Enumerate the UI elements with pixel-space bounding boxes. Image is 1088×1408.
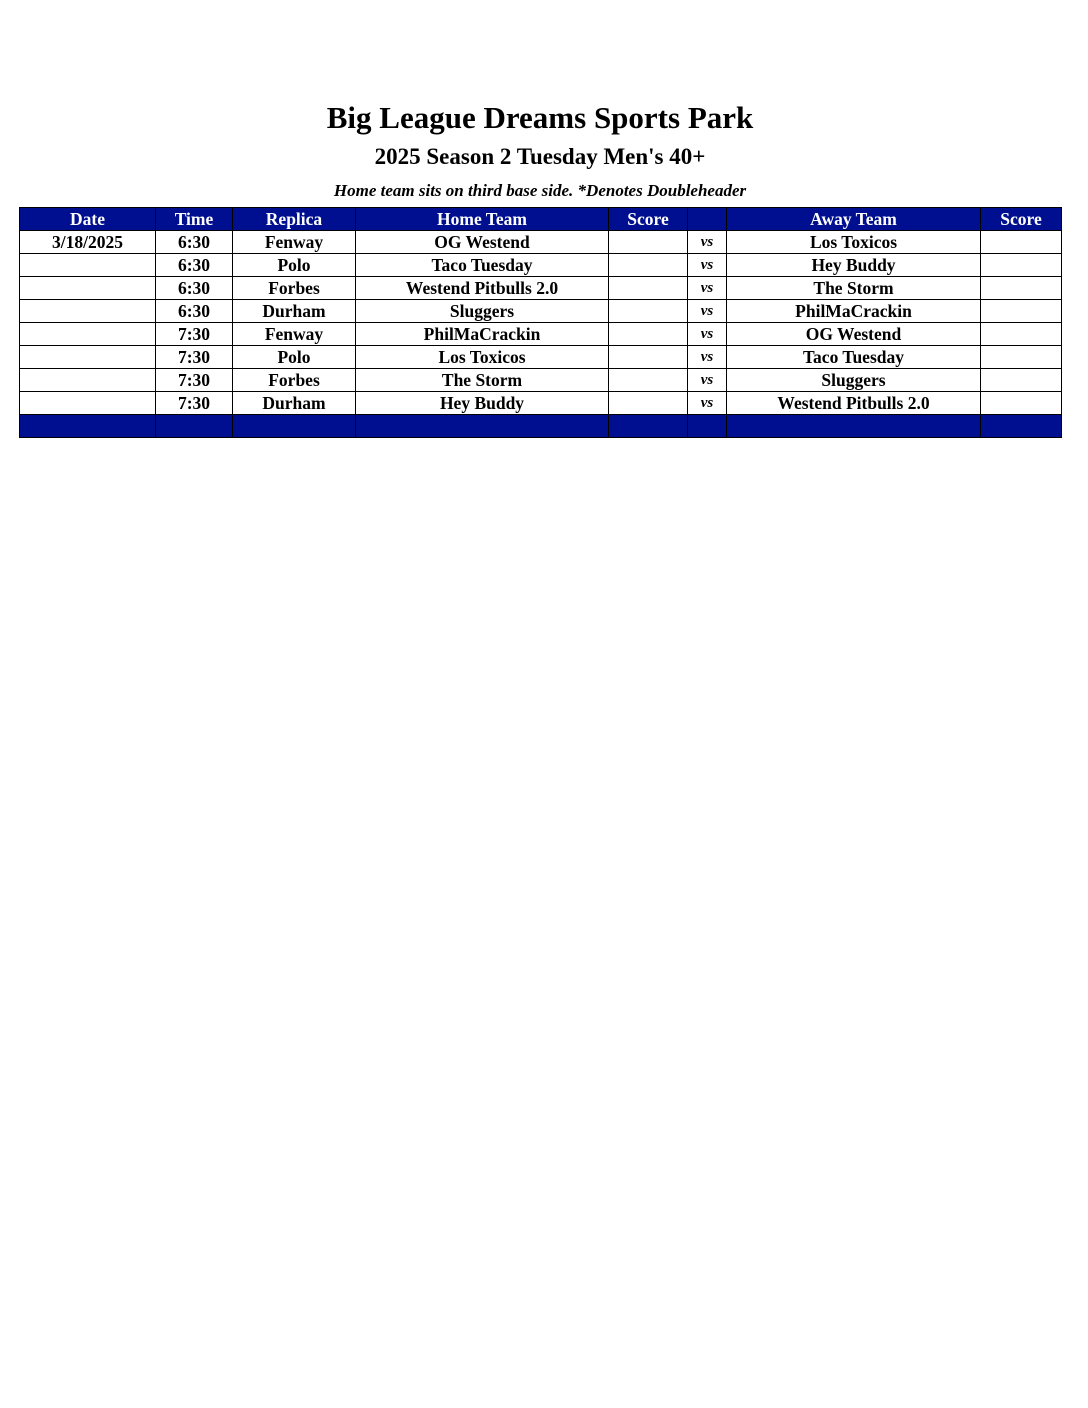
- away-score-cell: [981, 346, 1062, 369]
- column-header-time: Time: [156, 208, 233, 231]
- replica-cell: Polo: [233, 254, 356, 277]
- table-header-row: [20, 208, 1062, 231]
- away-team-cell: PhilMaCrackin: [727, 300, 981, 323]
- vs-cell: vs: [688, 369, 727, 392]
- home-score-cell: [609, 277, 688, 300]
- away-team-cell: Los Toxicos: [727, 231, 981, 254]
- vs-cell: vs: [688, 300, 727, 323]
- vs-cell: vs: [688, 392, 727, 415]
- away-score-cell: [981, 277, 1062, 300]
- time-cell: 7:30: [156, 369, 233, 392]
- time-cell: 7:30: [156, 323, 233, 346]
- page-title: Big League Dreams Sports Park: [326, 100, 754, 135]
- column-header-away-score: Score: [981, 208, 1062, 231]
- date-cell: [20, 346, 156, 369]
- away-team-cell: Hey Buddy: [727, 254, 981, 277]
- replica-cell: Forbes: [233, 277, 356, 300]
- replica-cell: Fenway: [233, 231, 356, 254]
- table-footer-row: [20, 415, 1062, 438]
- replica-cell: Forbes: [233, 369, 356, 392]
- replica-cell: Durham: [233, 300, 356, 323]
- time-cell: 7:30: [156, 346, 233, 369]
- home-score-cell: [609, 323, 688, 346]
- footer-cell: [20, 415, 156, 438]
- column-header-home-score: Score: [609, 208, 688, 231]
- home-score-cell: [609, 369, 688, 392]
- home-team-cell: PhilMaCrackin: [356, 323, 609, 346]
- date-cell: [20, 369, 156, 392]
- date-cell: 3/18/2025: [20, 231, 156, 254]
- vs-cell: vs: [688, 231, 727, 254]
- home-score-cell: [609, 231, 688, 254]
- home-score-cell: [609, 254, 688, 277]
- time-cell: 6:30: [156, 277, 233, 300]
- home-team-cell: OG Westend: [356, 231, 609, 254]
- away-score-cell: [981, 369, 1062, 392]
- vs-cell: vs: [688, 254, 727, 277]
- home-team-cell: Los Toxicos: [356, 346, 609, 369]
- table-row: [20, 346, 1062, 369]
- away-score-cell: [981, 323, 1062, 346]
- home-team-cell: The Storm: [356, 369, 609, 392]
- footer-cell: [156, 415, 233, 438]
- column-header-home-team: Home Team: [356, 208, 609, 231]
- away-team-cell: Sluggers: [727, 369, 981, 392]
- away-score-cell: [981, 254, 1062, 277]
- away-team-cell: The Storm: [727, 277, 981, 300]
- away-team-cell: Westend Pitbulls 2.0: [727, 392, 981, 415]
- home-team-cell: Westend Pitbulls 2.0: [356, 277, 609, 300]
- table-row: [20, 254, 1062, 277]
- date-cell: [20, 277, 156, 300]
- date-cell: [20, 323, 156, 346]
- schedule-table: [19, 207, 1062, 438]
- time-cell: 6:30: [156, 254, 233, 277]
- vs-cell: vs: [688, 346, 727, 369]
- footer-cell: [233, 415, 356, 438]
- date-cell: [20, 254, 156, 277]
- home-score-cell: [609, 392, 688, 415]
- table-row: [20, 369, 1062, 392]
- date-cell: [20, 300, 156, 323]
- vs-cell: vs: [688, 323, 727, 346]
- home-team-cell: Hey Buddy: [356, 392, 609, 415]
- page-subtitle: 2025 Season 2 Tuesday Men's 40+: [374, 144, 706, 169]
- time-cell: 6:30: [156, 231, 233, 254]
- home-score-cell: [609, 346, 688, 369]
- away-team-cell: OG Westend: [727, 323, 981, 346]
- footer-cell: [609, 415, 688, 438]
- time-cell: 6:30: [156, 300, 233, 323]
- column-header-date: Date: [20, 208, 156, 231]
- away-score-cell: [981, 392, 1062, 415]
- footer-cell: [356, 415, 609, 438]
- footer-cell: [688, 415, 727, 438]
- away-score-cell: [981, 300, 1062, 323]
- schedule-note: Home team sits on third base side. *Denotes Doubleheader: [333, 181, 747, 200]
- column-header-away-team: Away Team: [727, 208, 981, 231]
- table-row: [20, 323, 1062, 346]
- home-score-cell: [609, 300, 688, 323]
- table-row: [20, 392, 1062, 415]
- column-header-replica: Replica: [233, 208, 356, 231]
- time-cell: 7:30: [156, 392, 233, 415]
- vs-cell: vs: [688, 277, 727, 300]
- footer-cell: [727, 415, 981, 438]
- replica-cell: Polo: [233, 346, 356, 369]
- column-header-vs: [688, 208, 727, 231]
- replica-cell: Fenway: [233, 323, 356, 346]
- table-row: [20, 277, 1062, 300]
- table-row: [20, 300, 1062, 323]
- home-team-cell: Sluggers: [356, 300, 609, 323]
- table-row: [20, 231, 1062, 254]
- home-team-cell: Taco Tuesday: [356, 254, 609, 277]
- replica-cell: Durham: [233, 392, 356, 415]
- footer-cell: [981, 415, 1062, 438]
- date-cell: [20, 392, 156, 415]
- away-team-cell: Taco Tuesday: [727, 346, 981, 369]
- away-score-cell: [981, 231, 1062, 254]
